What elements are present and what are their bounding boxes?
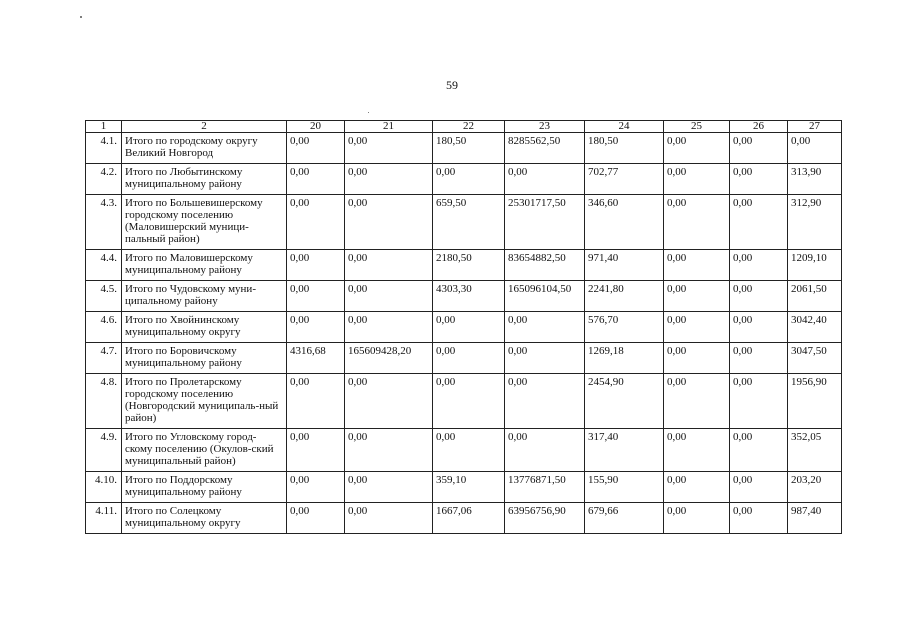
cell-value: 3042,40 bbox=[788, 312, 842, 343]
cell-value: 0,00 bbox=[287, 472, 345, 503]
cell-value: 0,00 bbox=[664, 429, 730, 472]
row-name: Итого по Поддорскому муниципальному району bbox=[122, 472, 287, 503]
cell-value: 0,00 bbox=[505, 343, 585, 374]
column-header: 26 bbox=[730, 121, 788, 133]
cell-value: 0,00 bbox=[345, 281, 433, 312]
cell-value: 0,00 bbox=[664, 164, 730, 195]
cell-value: 25301717,50 bbox=[505, 195, 585, 250]
cell-value: 679,66 bbox=[585, 503, 664, 534]
cell-value: 312,90 bbox=[788, 195, 842, 250]
cell-value: 1269,18 bbox=[585, 343, 664, 374]
cell-value: 352,05 bbox=[788, 429, 842, 472]
column-header: 23 bbox=[505, 121, 585, 133]
row-number: 4.6. bbox=[86, 312, 122, 343]
cell-value: 155,90 bbox=[585, 472, 664, 503]
row-name: Итого по Хвойнинскому муниципальному округу bbox=[122, 312, 287, 343]
cell-value: 0,00 bbox=[345, 133, 433, 164]
cell-value: 1209,10 bbox=[788, 250, 842, 281]
cell-value: 180,50 bbox=[585, 133, 664, 164]
data-table bbox=[85, 120, 842, 534]
scan-speck bbox=[368, 112, 369, 113]
cell-value: 3047,50 bbox=[788, 343, 842, 374]
cell-value: 0,00 bbox=[730, 429, 788, 472]
page-number: 59 bbox=[446, 78, 458, 92]
cell-value: 0,00 bbox=[730, 343, 788, 374]
cell-value: 0,00 bbox=[664, 503, 730, 534]
table-row bbox=[86, 312, 842, 343]
cell-value: 0,00 bbox=[664, 472, 730, 503]
cell-value: 4316,68 bbox=[287, 343, 345, 374]
column-header: 2 bbox=[122, 121, 287, 133]
table-row bbox=[86, 195, 842, 250]
row-name: Итого по Маловишерскому муниципальному району bbox=[122, 250, 287, 281]
cell-value: 0,00 bbox=[664, 133, 730, 164]
cell-value: 2180,50 bbox=[433, 250, 505, 281]
cell-value: 576,70 bbox=[585, 312, 664, 343]
column-header: 25 bbox=[664, 121, 730, 133]
row-name: Итого по городскому округу Великий Новгород bbox=[122, 133, 287, 164]
column-header: 1 bbox=[86, 121, 122, 133]
table-row bbox=[86, 429, 842, 472]
cell-value: 13776871,50 bbox=[505, 472, 585, 503]
cell-value: 0,00 bbox=[433, 312, 505, 343]
cell-value: 0,00 bbox=[788, 133, 842, 164]
cell-value: 0,00 bbox=[287, 195, 345, 250]
cell-value: 0,00 bbox=[345, 472, 433, 503]
row-number: 4.11. bbox=[86, 503, 122, 534]
table-row bbox=[86, 133, 842, 164]
row-number: 4.5. bbox=[86, 281, 122, 312]
column-header: 20 bbox=[287, 121, 345, 133]
row-name: Итого по Угловскому город-скому поселению (Окулов-ский муниципальный район) bbox=[122, 429, 287, 472]
row-number: 4.7. bbox=[86, 343, 122, 374]
cell-value: 0,00 bbox=[730, 164, 788, 195]
cell-value: 0,00 bbox=[345, 250, 433, 281]
cell-value: 1956,90 bbox=[788, 374, 842, 429]
cell-value: 0,00 bbox=[433, 429, 505, 472]
column-header: 24 bbox=[585, 121, 664, 133]
row-number: 4.2. bbox=[86, 164, 122, 195]
row-name: Итого по Боровичскому муниципальному району bbox=[122, 343, 287, 374]
table-row bbox=[86, 281, 842, 312]
cell-value: 0,00 bbox=[664, 343, 730, 374]
table-row bbox=[86, 472, 842, 503]
cell-value: 0,00 bbox=[505, 429, 585, 472]
cell-value: 0,00 bbox=[505, 374, 585, 429]
cell-value: 0,00 bbox=[345, 195, 433, 250]
cell-value: 0,00 bbox=[505, 312, 585, 343]
cell-value: 0,00 bbox=[345, 503, 433, 534]
row-name: Итого по Чудовскому муни-ципальному району bbox=[122, 281, 287, 312]
cell-value: 2241,80 bbox=[585, 281, 664, 312]
cell-value: 0,00 bbox=[664, 312, 730, 343]
cell-value: 0,00 bbox=[287, 374, 345, 429]
table-row bbox=[86, 164, 842, 195]
cell-value: 0,00 bbox=[345, 164, 433, 195]
cell-value: 0,00 bbox=[287, 164, 345, 195]
cell-value: 0,00 bbox=[730, 472, 788, 503]
cell-value: 203,20 bbox=[788, 472, 842, 503]
cell-value: 0,00 bbox=[345, 429, 433, 472]
table-row bbox=[86, 250, 842, 281]
cell-value: 0,00 bbox=[433, 343, 505, 374]
cell-value: 165609428,20 bbox=[345, 343, 433, 374]
column-header: 27 bbox=[788, 121, 842, 133]
column-header: 22 bbox=[433, 121, 505, 133]
cell-value: 2454,90 bbox=[585, 374, 664, 429]
table-row bbox=[86, 374, 842, 429]
cell-value: 0,00 bbox=[287, 133, 345, 164]
row-number: 4.10. bbox=[86, 472, 122, 503]
cell-value: 165096104,50 bbox=[505, 281, 585, 312]
cell-value: 659,50 bbox=[433, 195, 505, 250]
row-number: 4.8. bbox=[86, 374, 122, 429]
cell-value: 0,00 bbox=[287, 503, 345, 534]
row-number: 4.3. bbox=[86, 195, 122, 250]
cell-value: 0,00 bbox=[287, 250, 345, 281]
cell-value: 0,00 bbox=[664, 250, 730, 281]
cell-value: 987,40 bbox=[788, 503, 842, 534]
cell-value: 4303,30 bbox=[433, 281, 505, 312]
cell-value: 0,00 bbox=[730, 503, 788, 534]
cell-value: 0,00 bbox=[730, 250, 788, 281]
row-number: 4.9. bbox=[86, 429, 122, 472]
cell-value: 0,00 bbox=[730, 133, 788, 164]
row-name: Итого по Большевишерскому городскому поселению (Маловишерский муници-пальный район) bbox=[122, 195, 287, 250]
cell-value: 0,00 bbox=[505, 164, 585, 195]
row-number: 4.1. bbox=[86, 133, 122, 164]
cell-value: 346,60 bbox=[585, 195, 664, 250]
cell-value: 317,40 bbox=[585, 429, 664, 472]
cell-value: 971,40 bbox=[585, 250, 664, 281]
cell-value: 0,00 bbox=[345, 312, 433, 343]
cell-value: 0,00 bbox=[287, 312, 345, 343]
cell-value: 359,10 bbox=[433, 472, 505, 503]
cell-value: 0,00 bbox=[730, 195, 788, 250]
table-header-row bbox=[86, 121, 842, 133]
cell-value: 0,00 bbox=[433, 164, 505, 195]
column-header: 21 bbox=[345, 121, 433, 133]
cell-value: 83654882,50 bbox=[505, 250, 585, 281]
row-name: Итого по Солецкому муниципальному округу bbox=[122, 503, 287, 534]
table-row bbox=[86, 343, 842, 374]
cell-value: 702,77 bbox=[585, 164, 664, 195]
cell-value: 313,90 bbox=[788, 164, 842, 195]
cell-value: 0,00 bbox=[287, 429, 345, 472]
cell-value: 0,00 bbox=[664, 281, 730, 312]
row-number: 4.4. bbox=[86, 250, 122, 281]
cell-value: 8285562,50 bbox=[505, 133, 585, 164]
row-name: Итого по Пролетарскому городскому поселению (Новгородский муниципаль-ный район) bbox=[122, 374, 287, 429]
cell-value: 0,00 bbox=[664, 195, 730, 250]
cell-value: 180,50 bbox=[433, 133, 505, 164]
cell-value: 0,00 bbox=[730, 374, 788, 429]
row-name: Итого по Любытинскому муниципальному району bbox=[122, 164, 287, 195]
table-row bbox=[86, 503, 842, 534]
cell-value: 0,00 bbox=[287, 281, 345, 312]
cell-value: 0,00 bbox=[730, 312, 788, 343]
scan-speck bbox=[80, 16, 82, 18]
cell-value: 2061,50 bbox=[788, 281, 842, 312]
cell-value: 0,00 bbox=[730, 281, 788, 312]
cell-value: 0,00 bbox=[433, 374, 505, 429]
cell-value: 0,00 bbox=[664, 374, 730, 429]
cell-value: 1667,06 bbox=[433, 503, 505, 534]
cell-value: 0,00 bbox=[345, 374, 433, 429]
cell-value: 63956756,90 bbox=[505, 503, 585, 534]
